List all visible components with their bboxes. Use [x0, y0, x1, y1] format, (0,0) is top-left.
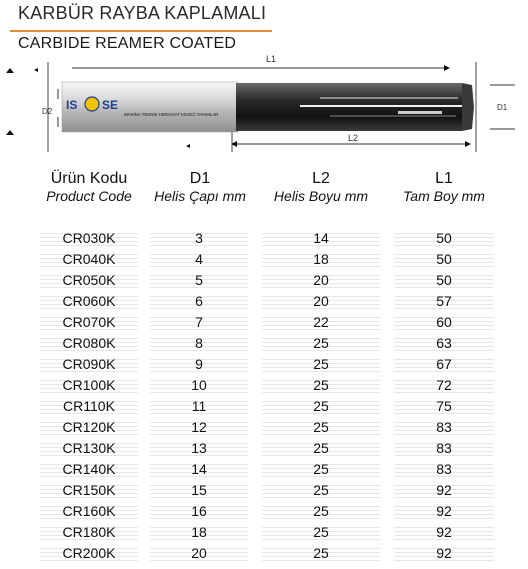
- cell-d1: 10: [150, 377, 248, 394]
- header-main-label: L2: [312, 170, 330, 187]
- cell-d1: 12: [150, 419, 248, 436]
- header-sub-label: Product Code: [46, 188, 132, 204]
- cell-l1: 67: [394, 356, 494, 373]
- cell-product-code: CR200K: [40, 545, 138, 562]
- cell-d1: 3: [150, 230, 248, 247]
- cell-product-code: CR140K: [40, 461, 138, 478]
- cell-l2: 25: [262, 461, 380, 478]
- cell-product-code: CR060K: [40, 293, 138, 310]
- cell-l1: 50: [394, 230, 494, 247]
- title-english: CARBIDE REAMER COATED: [18, 35, 237, 52]
- d2-dimension-label: D2: [42, 107, 53, 116]
- header-main-label: L1: [435, 170, 453, 187]
- l1-dimension-label: L1: [266, 54, 277, 64]
- cell-l1: 92: [394, 524, 494, 541]
- table-row: [0, 270, 528, 291]
- table-row: [0, 228, 528, 249]
- cell-product-code: CR090K: [40, 356, 138, 373]
- cell-d1: 9: [150, 356, 248, 373]
- svg-text:IS: IS: [66, 98, 78, 112]
- cell-l2: 25: [262, 482, 380, 499]
- cell-l1: 72: [394, 377, 494, 394]
- table-row: [0, 396, 528, 417]
- table-row: [0, 501, 528, 522]
- cell-product-code: CR110K: [40, 398, 138, 415]
- cell-l2: 25: [262, 419, 380, 436]
- cell-product-code: CR080K: [40, 335, 138, 352]
- cell-d1: 6: [150, 293, 248, 310]
- cell-product-code: CR050K: [40, 272, 138, 289]
- header-main-label: D1: [189, 170, 211, 187]
- column-header-d1: [130, 170, 270, 204]
- table-row: [0, 333, 528, 354]
- table-row: [0, 417, 528, 438]
- table-row: [0, 522, 528, 543]
- cell-l2: 25: [262, 440, 380, 457]
- cell-l2: 25: [262, 524, 380, 541]
- cell-d1: 13: [150, 440, 248, 457]
- cell-l2: 20: [262, 272, 380, 289]
- table-row: [0, 543, 528, 564]
- cell-l2: 14: [262, 230, 380, 247]
- l2-dimension-label: L2: [348, 133, 359, 143]
- table-row: [0, 312, 528, 333]
- cell-l1: 60: [394, 314, 494, 331]
- cell-d1: 7: [150, 314, 248, 331]
- cell-d1: 14: [150, 461, 248, 478]
- cell-d1: 4: [150, 251, 248, 268]
- cell-l1: 92: [394, 482, 494, 499]
- header-sub-label: Helis Çapı mm: [154, 188, 246, 204]
- table-row: [0, 438, 528, 459]
- header-sub-label: Tam Boy mm: [403, 188, 485, 204]
- column-header-l2: [251, 170, 391, 204]
- cell-d1: 18: [150, 524, 248, 541]
- cell-product-code: CR030K: [40, 230, 138, 247]
- cell-l1: 57: [394, 293, 494, 310]
- cell-l1: 92: [394, 545, 494, 562]
- cell-product-code: CR130K: [40, 440, 138, 457]
- reamer-tip: [462, 83, 474, 131]
- cell-d1: 5: [150, 272, 248, 289]
- table-row: [0, 291, 528, 312]
- cell-d1: 20: [150, 545, 248, 562]
- cell-product-code: CR070K: [40, 314, 138, 331]
- cell-product-code: CR040K: [40, 251, 138, 268]
- cell-l2: 25: [262, 356, 380, 373]
- svg-text:MAKİNA TEKNİK HIRDAVAT KESİCİ: MAKİNA TEKNİK HIRDAVAT KESİCİ TAKIMLAR: [124, 112, 219, 117]
- title-turkish: KARBÜR RAYBA KAPLAMALI: [18, 3, 267, 23]
- cell-l2: 25: [262, 335, 380, 352]
- cell-l1: 83: [394, 419, 494, 436]
- cell-l2: 25: [262, 377, 380, 394]
- svg-text:SE: SE: [102, 98, 119, 112]
- cell-l2: 18: [262, 251, 380, 268]
- cell-l1: 50: [394, 251, 494, 268]
- cell-d1: 11: [150, 398, 248, 415]
- header-sub-label: Helis Boyu mm: [273, 188, 369, 204]
- cell-product-code: CR150K: [40, 482, 138, 499]
- table-row: [0, 375, 528, 396]
- column-header-l1: [374, 170, 514, 204]
- cell-l1: 83: [394, 461, 494, 478]
- table-row: [0, 480, 528, 501]
- reamer-diagram: [0, 52, 528, 162]
- table-row: [0, 354, 528, 375]
- cell-d1: 15: [150, 482, 248, 499]
- cell-d1: 8: [150, 335, 248, 352]
- cell-l1: 83: [394, 440, 494, 457]
- cell-l2: 25: [262, 545, 380, 562]
- cell-product-code: CR100K: [40, 377, 138, 394]
- header-main-label: Ürün Kodu: [50, 170, 128, 187]
- cell-product-code: CR180K: [40, 524, 138, 541]
- cell-l2: 20: [262, 293, 380, 310]
- cell-d1: 16: [150, 503, 248, 520]
- d1-dimension-label: D1: [497, 103, 508, 112]
- cell-product-code: CR160K: [40, 503, 138, 520]
- cell-l1: 63: [394, 335, 494, 352]
- cell-l2: 22: [262, 314, 380, 331]
- title-divider: [10, 30, 272, 32]
- cell-l1: 92: [394, 503, 494, 520]
- cell-product-code: CR120K: [40, 419, 138, 436]
- cell-l2: 25: [262, 503, 380, 520]
- cell-l2: 25: [262, 398, 380, 415]
- table-row: [0, 249, 528, 270]
- table-row: [0, 459, 528, 480]
- reamer-drawing: [0, 52, 528, 162]
- cell-l1: 75: [394, 398, 494, 415]
- cell-l1: 50: [394, 272, 494, 289]
